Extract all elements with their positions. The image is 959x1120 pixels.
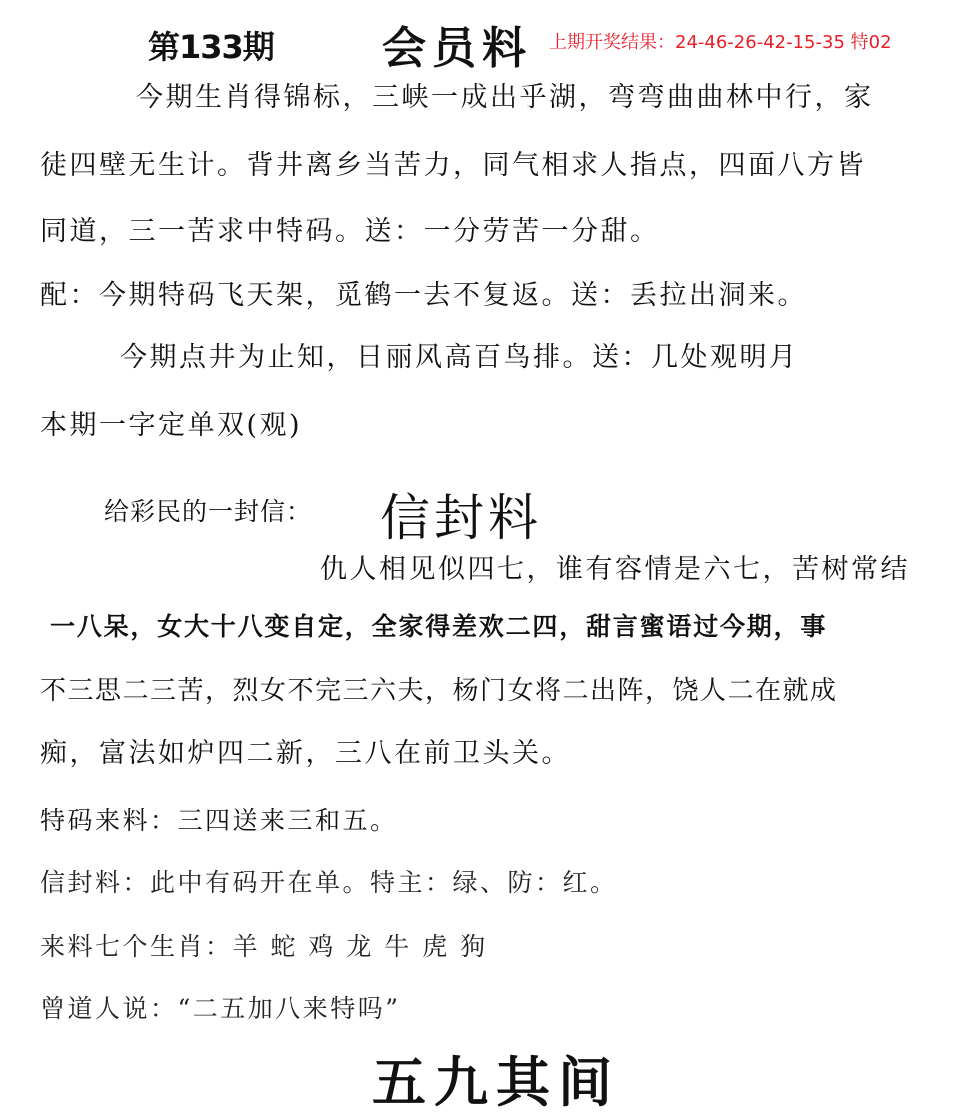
member-line-4: 配：今期特码飞天架，觅鹤一去不复返。送：丢拉出洞来。 (40, 280, 807, 311)
member-line-6: 本期一字定单双(观) (40, 410, 303, 441)
member-line-1: 今期生肖得锦标，三峡一成出乎湖，弯弯曲曲林中行，家 (136, 82, 874, 113)
previous-result-text: 上期开奖结果：24-46-26-42-15-35 特02 (549, 32, 892, 53)
letter-line-1: 仇人相见似四七，谁有容情是六七，苦树常结 (320, 554, 910, 585)
letter-line-3: 不三思二三苦，烈女不完三六夫，杨门女将二出阵，饶人二在就成 (40, 676, 838, 706)
seven-zodiacs: 来料七个生肖：羊 蛇 鸡 龙 牛 虎 狗 (40, 932, 488, 961)
member-line-2: 徒四壁无生计。背井离乡当苦力，同气相求人指点，四面八方皆 (40, 150, 866, 181)
letter-line-2: 一八呆，女大十八变自定，全家得差欢二四，甜言蜜语过今期，事 (50, 612, 828, 641)
member-line-5: 今期点井为止知，日丽风高百鸟排。送：几处观明月 (120, 342, 799, 373)
letter-intro: 给彩民的一封信： (104, 497, 313, 526)
member-line-3: 同道，三一苦求中特码。送：一分劳苦一分甜。 (40, 216, 660, 247)
envelope-note: 信封料：此中有码开在单。特主：绿、防：红。 (40, 868, 618, 897)
letter-section-title: 信封料 (380, 489, 542, 547)
taoist-saying: 曾道人说：“二五加八来特吗” (40, 994, 401, 1023)
footer-title: 五九其间 (372, 1050, 620, 1114)
special-code-source: 特码来料：三四送来三和五。 (40, 806, 398, 835)
member-section-title: 会员料 (382, 23, 532, 74)
issue-number: 第133期 (148, 28, 274, 66)
letter-line-4: 痴，富法如炉四二新，三八在前卫头关。 (40, 738, 571, 769)
